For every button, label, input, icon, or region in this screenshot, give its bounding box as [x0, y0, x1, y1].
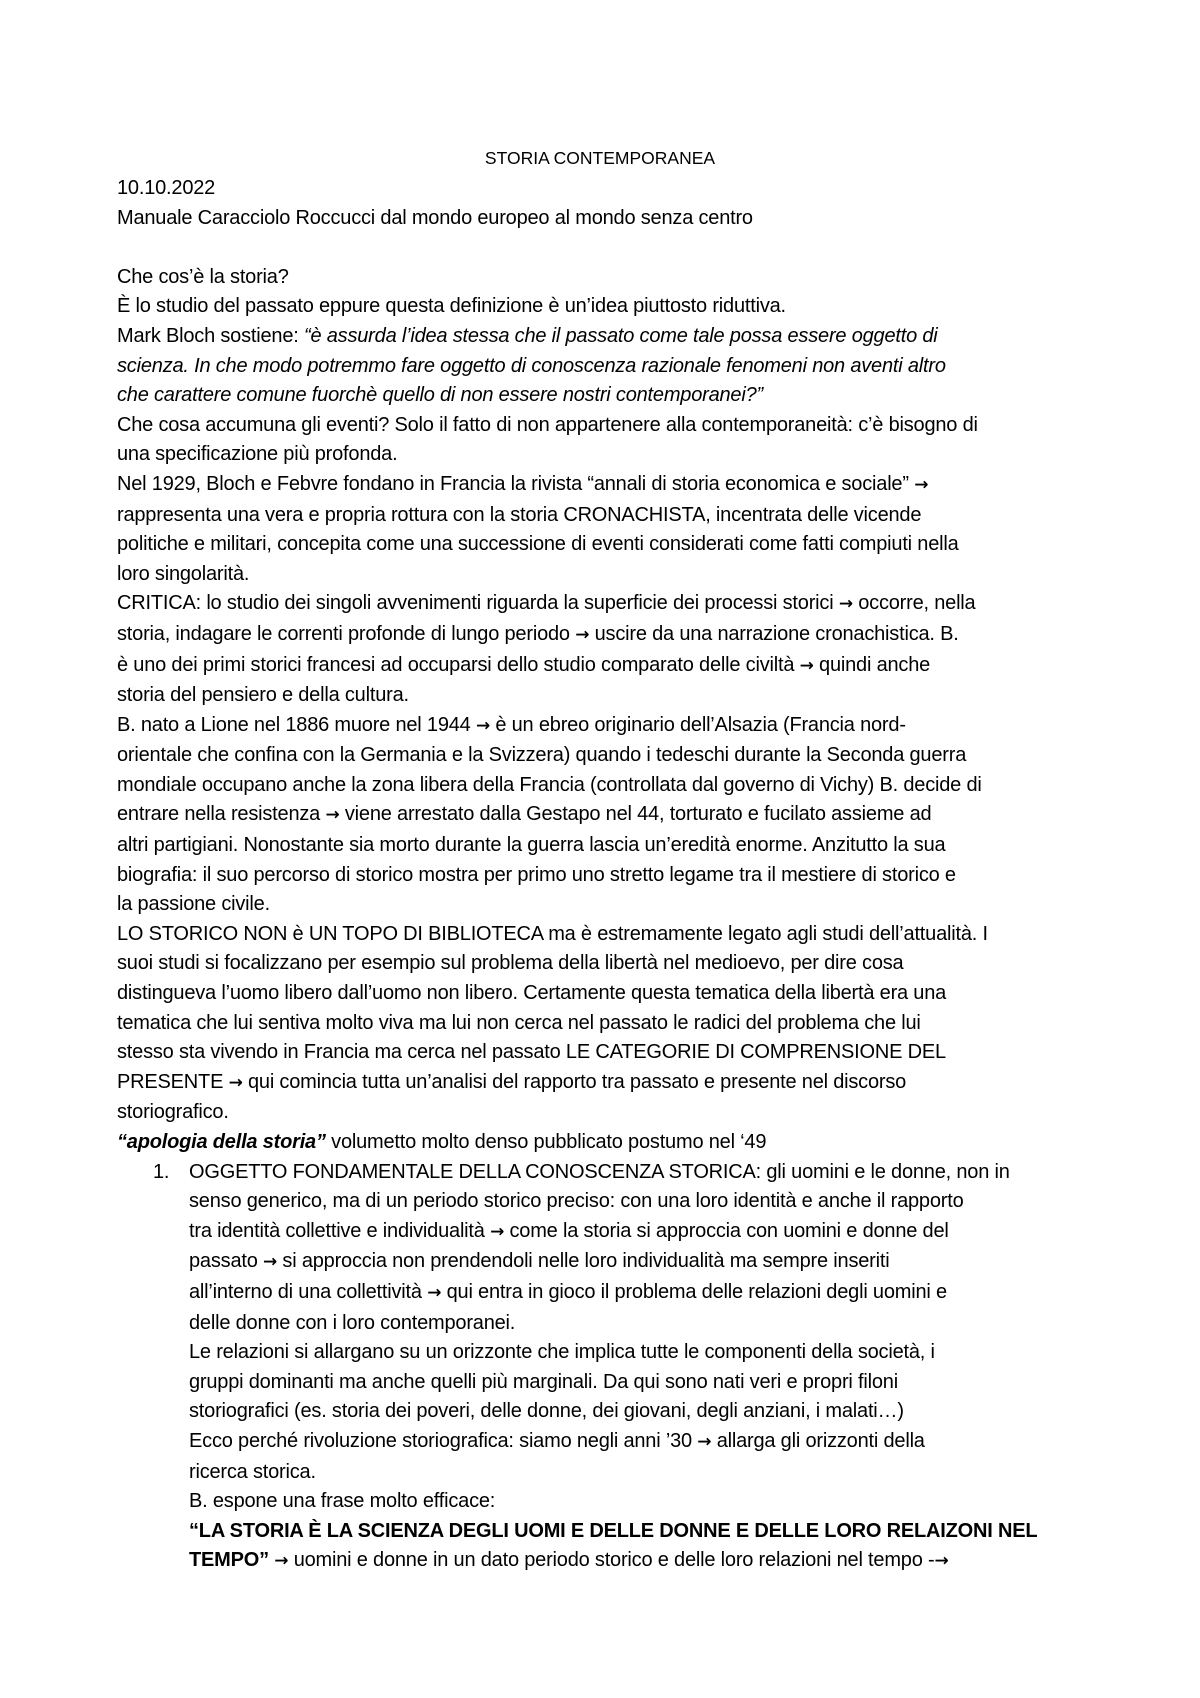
paragraph-line: rappresenta una vera e propria rottura con la storia CRONACHISTA, incentrata delle vicende: [117, 503, 922, 526]
date-line: 10.10.2022: [117, 177, 216, 199]
line-text: PRESENTE: [117, 1070, 224, 1093]
arrow-icon: →: [934, 1551, 949, 1572]
list-item-line: [117, 1217, 1097, 1248]
list-item-line: Le relazioni si allargano su un orizzonte che implica tutte le componenti della società, i: [189, 1341, 935, 1364]
quote-text: che carattere comune fuorchè quello di non essere nostri contemporanei?”: [117, 384, 763, 407]
line-text: Nel 1929, Bloch e Febvre fondano in Francia la rivista “annali di storia economica e sociale”: [117, 472, 909, 495]
list-item-line: [117, 1278, 1097, 1309]
line-text: passato: [189, 1250, 258, 1273]
arrow-icon: →: [427, 1282, 442, 1303]
line-text: tra identità collettive e individualità: [189, 1219, 485, 1242]
list-item-line: [117, 1546, 1097, 1577]
list-item-line: delle donne con i loro contemporanei.: [189, 1311, 516, 1334]
line-text: si approccia non prendendoli nelle loro individualità ma sempre inseriti: [282, 1250, 890, 1273]
arrow-icon: →: [228, 1072, 243, 1093]
arrow-icon: →: [697, 1431, 712, 1452]
quote-author: Mark Bloch sostiene:: [117, 324, 304, 347]
paragraph-line: storia del pensiero e della cultura.: [117, 684, 409, 707]
definition-text: “LA STORIA È LA SCIENZA DEGLI UOMI E DELLE DONNE E DELLE LORO RELAIZONI NEL: [189, 1519, 1038, 1542]
paragraph-line: mondiale occupano anche la zona libera della Francia (controllata dal governo di Vichy) B. decide di: [117, 773, 982, 796]
line-text: Ecco perché rivoluzione storiografica: siamo negli anni ’30: [189, 1429, 692, 1452]
line-text: B. nato a Lione nel 1886 muore nel 1944: [117, 713, 471, 736]
paragraph-line: altri partigiani. Nonostante sia morto durante la guerra lascia un’eredità enorme. Anzitutto la sua: [117, 834, 946, 857]
document-title: STORIA CONTEMPORANEA: [484, 148, 716, 168]
definition-text: TEMPO”: [189, 1549, 269, 1572]
list-number: 1.: [153, 1160, 170, 1183]
arrow-icon: →: [475, 715, 490, 736]
quote-text: scienza. In che modo potremmo fare oggetto di conoscenza razionale fenomeni non aventi altro: [117, 354, 946, 377]
line-text: CRITICA: lo studio dei singoli avvenimenti riguarda la superficie dei processi storici: [117, 592, 834, 615]
paragraph-line: [117, 800, 1097, 831]
arrow-icon: →: [799, 655, 814, 676]
paragraph-line: politiche e militari, concepita come una successione di eventi considerati come fatti compiuti nella: [117, 533, 959, 556]
paragraph-line: [117, 651, 1097, 682]
arrow-icon: →: [325, 805, 340, 826]
paragraph-line: stesso sta vivendo in Francia ma cerca nel passato LE CATEGORIE DI COMPRENSIONE DEL: [117, 1041, 946, 1064]
paragraph-line: [117, 620, 1097, 651]
arrow-icon: →: [263, 1252, 278, 1273]
line-text: uscire da una narrazione cronachistica. B.: [594, 622, 959, 645]
quote-text: “è assurda l’idea stessa che il passato come tale possa essere oggetto di: [304, 324, 938, 347]
line-text: qui entra in gioco il problema delle relazioni degli uomini e: [446, 1280, 947, 1303]
paragraph-line: [117, 589, 1097, 620]
list-item-line: [117, 1427, 1097, 1458]
arrow-icon: →: [274, 1551, 289, 1572]
quote-line: [117, 381, 1097, 411]
list-item-line: gruppi dominanti ma anche quelli più marginali. Da qui sono nati veri e propri filoni: [189, 1370, 898, 1393]
paragraph-line: [117, 1068, 1097, 1099]
paragraph-line: suoi studi si focalizzano per esempio sul problema della libertà nel medioevo, per dire cosa: [117, 952, 904, 975]
line-text: quindi anche: [819, 653, 931, 676]
line-text: è un ebreo originario dell’Alsazia (Francia nord-: [495, 713, 906, 736]
line-text: all’interno di una collettività: [189, 1280, 422, 1303]
manual-line: Manuale Caracciolo Roccucci dal mondo europeo al mondo senza centro: [117, 206, 753, 229]
arrow-icon: →: [914, 474, 929, 495]
line-text: volumetto molto denso pubblicato postumo nel ‘49: [325, 1131, 767, 1153]
quote-line: [117, 352, 1097, 382]
list-item-line: [117, 1247, 1097, 1278]
paragraph-line: È lo studio del passato eppure questa definizione è un’idea piuttosto riduttiva.: [117, 295, 786, 318]
paragraph-line: [117, 711, 1097, 742]
paragraph-line: Che cosa accumuna gli eventi? Solo il fatto di non appartenere alla contemporaneità: c’è bisogno di: [117, 413, 978, 436]
paragraph-line: orientale che confina con la Germania e la Svizzera) quando i tedeschi durante la Seconda guerra: [117, 744, 967, 767]
line-text: viene arrestato dalla Gestapo nel 44, torturato e fucilato assieme ad: [344, 803, 932, 826]
paragraph-line: [117, 470, 1097, 501]
paragraph-line: storiografico.: [117, 1101, 229, 1124]
book-title: “apologia della storia”: [117, 1131, 326, 1153]
list-item-line: senso generico, ma di un periodo storico preciso: con una loro identità e anche il rapporto: [189, 1190, 964, 1213]
line-text: occorre, nella: [858, 592, 976, 615]
paragraph-line: distingueva l’uomo libero dall’uomo non libero. Certamente questa tematica della libertà era una: [117, 982, 947, 1005]
line-text: è uno dei primi storici francesi ad occuparsi dello studio comparato delle civiltà: [117, 653, 795, 676]
paragraph-line: la passione civile.: [117, 893, 270, 916]
book-line: [117, 1128, 1097, 1158]
document-body: [117, 174, 1097, 1577]
paragraph-line: biografia: il suo percorso di storico mostra per primo uno stretto legame tra il mestiere di storico e: [117, 863, 956, 886]
list-item-line: storiografici (es. storia dei poveri, delle donne, dei giovani, degli anziani, i malati…): [189, 1400, 904, 1423]
list-item-line: ricerca storica.: [189, 1460, 316, 1483]
paragraph-line: loro singolarità.: [117, 562, 250, 585]
list-item-line: B. espone una frase molto efficace:: [189, 1490, 496, 1513]
line-text: OGGETTO FONDAMENTALE DELLA CONOSCENZA STORICA: gli uomini e le donne, non in: [189, 1160, 1010, 1183]
line-text: come la storia si approccia con uomini e donne del: [509, 1219, 949, 1242]
list-item: [117, 1158, 1097, 1188]
line-text: entrare nella resistenza: [117, 803, 321, 826]
line-text: storia, indagare le correnti profonde di lungo periodo: [117, 622, 570, 645]
paragraph-line: LO STORICO NON è UN TOPO DI BIBLIOTECA ma è estremamente legato agli studi dell’attualità. I: [117, 922, 988, 945]
line-text: qui comincia tutta un’analisi del rapporto tra passato e presente nel discorso: [247, 1070, 907, 1093]
paragraph-line: Che cos’è la storia?: [117, 265, 289, 288]
line-text: uomini e donne in un dato periodo storico e delle loro relazioni nel tempo -: [293, 1549, 935, 1572]
paragraph-line: [117, 322, 1097, 352]
arrow-icon: →: [575, 624, 590, 645]
arrow-icon: →: [490, 1221, 505, 1242]
line-text: allarga gli orizzonti della: [716, 1429, 925, 1452]
blank-line: [117, 233, 1097, 263]
definition-line: [117, 1517, 1097, 1547]
paragraph-line: tematica che lui sentiva molto viva ma lui non cerca nel passato le radici del problema che lui: [117, 1011, 921, 1034]
paragraph-line: una specificazione più profonda.: [117, 443, 398, 466]
arrow-icon: →: [838, 594, 853, 615]
